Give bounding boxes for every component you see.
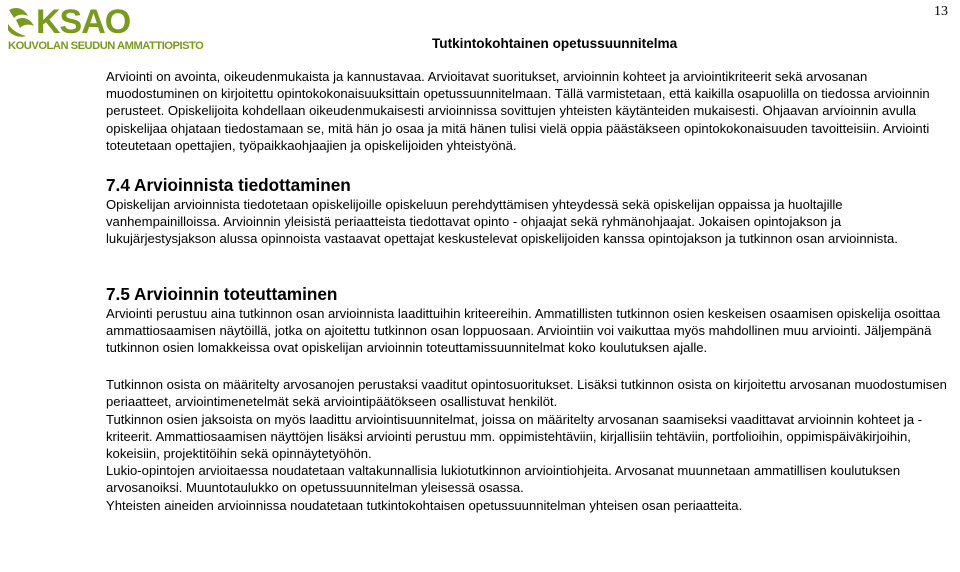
section-7-5-paragraph-4: Lukio-opintojen arvioitaessa noudatetaan valtakunnallisia lukiotutkinnon arviointiohjeita. Arvosanat muunnetaan ammatillisen koulutuksen arvosanoiksi. Muuntotaulukko on opetussuunnitelman yleisessä osassa. (106, 463, 901, 496)
logo-mark-icon (6, 4, 38, 40)
section-7-5-paragraph-3: Tutkinnon osien jaksoista on myös laadittu arviointisuunnitelmat, joissa on määritelty arvosanan saamiseksi vaadittavat arvioinnin kohteet ja -kriteerit. Ammattiosaamisen näyttöjen lisäksi arviointi perustuu mm. oppimistehtäviin, kirjallisiin tehtäviin, portfolioihin, oppimispäiväkirjoihin, kokeisiin, projektitöihin sekä opinnäytetyöhön. (106, 411, 923, 462)
section-heading-7-4: 7.4 Arvioinnista tiedottaminen (106, 175, 351, 196)
section-7-5-paragraph-2: Tutkinnon osista on määritelty arvosanojen perustaksi vaaditut opintosuoritukset. Lisäksi tutkinnon osista on kirjoitettu arvosanan muodostumisen periaatteet, arviointimenetelmät sekä arviointipäätökseen osallistuvat henkilöt. (106, 377, 947, 410)
logo-subtitle: KOUVOLAN SEUDUN AMMATTIOPISTO (8, 40, 204, 52)
document-body (106, 68, 950, 514)
logo-wordmark: KSAO (36, 3, 131, 41)
section-7-4-paragraph: Opiskelijan arvioinnista tiedotetaan opiskelijoille opiskeluun perehdyttämisen yhteydessä sekä opiskelijan oppaissa ja huoltajille vanhempainilloissa. Arvioinnin yleisistä periaatteista tiedottavat opinto - ohjaajat sekä ryhmänohjaajat. Jokaisen opintojakson ja lukujärjestysjakson alussa opinnoista vastaavat opettajat keskustelevat opiskelijoiden kanssa opintojakson ja tutkinnon osan arvioinnista. (106, 197, 898, 247)
document-title: Tutkintokohtainen opetussuunnitelma (432, 36, 678, 51)
section-heading-7-5: 7.5 Arvioinnin toteuttaminen (106, 283, 338, 304)
section-7-5-paragraph-1: Arviointi perustuu aina tutkinnon osan arvioinnista laadittuihin kriteereihin. Ammatillisten tutkinnon osien keskeisen osaamisen opiskelija osoittaa ammattiosaamisen näytöillä, jotka on ajoitettu tutkinnon osan loppuosaan. Arviointiin voi vaikuttaa myös mahdollinen muu arviointi. Jäljempänä tutkinnon osien lomakkeissa ovat opiskelijan arvioinnin toteuttamissuunnitelmat koko koulutuksen ajalle. (106, 305, 941, 356)
intro-paragraph: Arviointi on avointa, oikeudenmukaista ja kannustavaa. Arvioitavat suoritukset, arvioinnin kohteet ja arviointikriteerit sekä arvosanan muodostuminen on kirjoitettu opintokokonaisuuksittain opetussuunnitelmaan. Tällä varmistetaan, että kaikilla osapuolilla on tiedossa arvioinnin perusteet. Opiskelijoita kohdellaan oikeudenmukaisesti arvioinnissa sovittujen yhteisten käytänteiden mukaisesti. Ohjaavan arvioinnin avulla opiskelijaa ohjataan tiedostamaan se, mitä hän jo osaa ja mitä hänen tulisi vielä oppia päästäkseen opintokokonaisuuden tavoitteisiin. Arviointi toteutetaan opettajien, työpaikkaohjaajien ja opiskelijoiden yhteistyönä. (106, 69, 930, 153)
ksao-logo (6, 4, 246, 52)
section-7-5-paragraph-5: Yhteisten aineiden arvioinnissa noudatetaan tutkintokohtaisen opetussuunnitelman yhteisen osan periaatteita. (106, 497, 743, 513)
page-number: 13 (934, 4, 948, 19)
